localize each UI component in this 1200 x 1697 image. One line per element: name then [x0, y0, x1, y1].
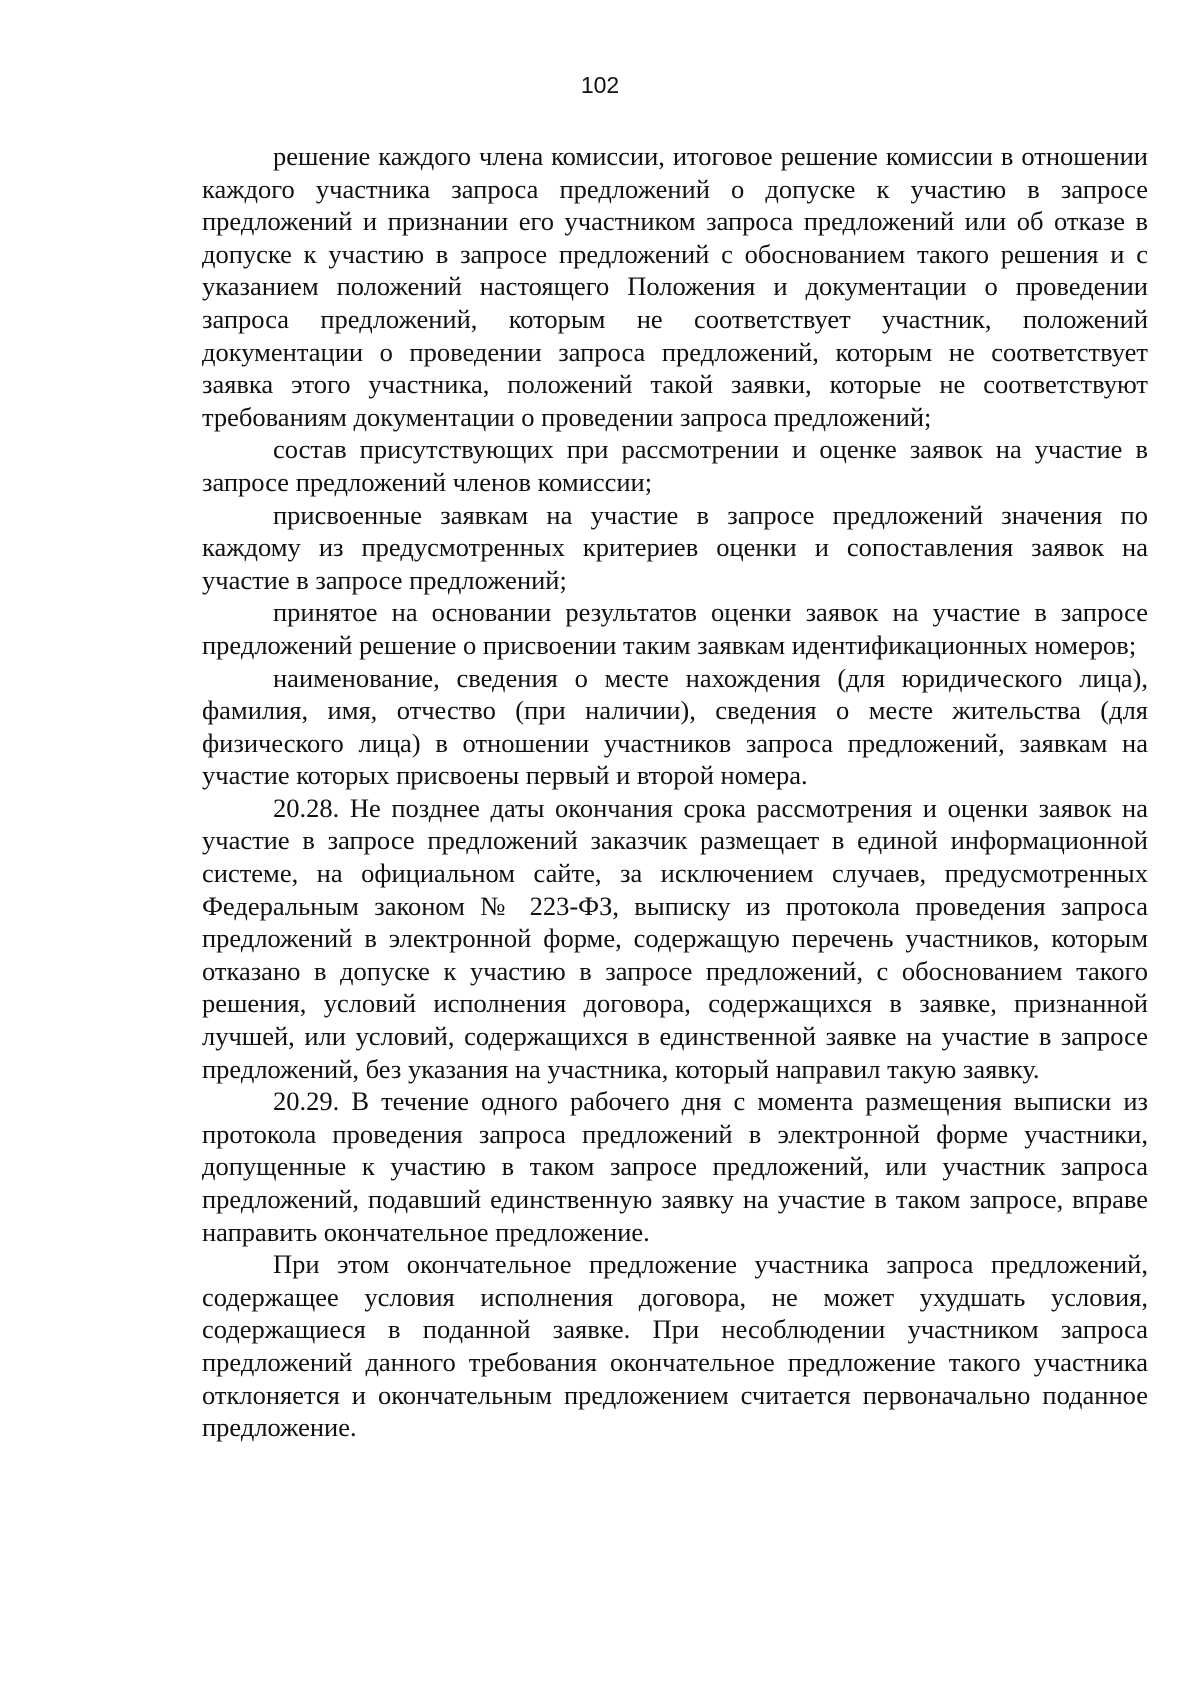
- paragraph-assigned-values: присвоенные заявкам на участие в запросе предложений значения по каждому из предусмотренных критериев оценки и сопоставления заявок на участие в запросе предложений;: [202, 499, 1148, 595]
- paragraph-commission-members: состав присутствующих при рассмотрении и оценке заявок на участие в запросе предложений членов комиссии;: [202, 434, 1148, 497]
- document-body: [202, 140, 1148, 1444]
- page-number: 102: [580, 72, 620, 98]
- paragraph-20-28: 20.28. Не позднее даты окончания срока рассмотрения и оценки заявок на участие в запросе предложений заказчик размещает в единой информационной системе, на официальном сайте, за исключением случаев, предусмотренных Федеральным законом № 223-ФЗ, выписку из протокола проведения запроса предложений в электронной форме, содержащую перечень участников, которым отказано в допуске к участию в запросе предложений, с обоснованием такого решения, условий исполнения договора, содержащихся в заявке, признанной лучшей, или условий, содержащихся в единственной заявке на участие в запросе предложений, без указания на участника, который направил такую заявку.: [202, 792, 1148, 1084]
- paragraph-identification-numbers: принятое на основании результатов оценки заявок на участие в запросе предложений решение о присвоении таким заявкам идентификационных номеров;: [202, 597, 1148, 660]
- paragraph-continuation: решение каждого члена комиссии, итоговое решение комиссии в отношении каждого участника запроса предложений о допуске к участию в запросе предложений и признании его участником запроса предложений или об отказе в допуске к участию в запросе предложений с обоснованием такого решения и с указанием положений настоящего Положения и документации о проведении запроса предложений, которым не соответствует участник, положений документации о проведении запроса предложений, которым не соответствует заявка этого участника, положений такой заявки, которые не соответствуют требованиям документации о проведении запроса предложений;: [202, 141, 1148, 432]
- paragraph-final-offer: При этом окончательное предложение участника запроса предложений, содержащее условия исполнения договора, не может ухудшать условия, содержащиеся в поданной заявке. При несоблюдении участником запроса предложений данного требования окончательное предложение такого участника отклоняется и окончательным предложением считается первоначально поданное предложение.: [202, 1249, 1148, 1443]
- paragraph-participant-details: наименование, сведения о месте нахождения (для юридического лица), фамилия, имя, отчество (при наличии), сведения о месте жительства (для физического лица) в отношении участников запроса предложений, заявкам на участие которых присвоены первый и второй номера.: [202, 662, 1148, 791]
- paragraph-20-29: 20.29. В течение одного рабочего дня с момента размещения выписки из протокола проведения запроса предложений в электронной форме участники, допущенные к участию в таком запросе предложений, или участник запроса предложений, подавший единственную заявку на участие в таком запросе, вправе направить окончательное предложение.: [202, 1086, 1148, 1247]
